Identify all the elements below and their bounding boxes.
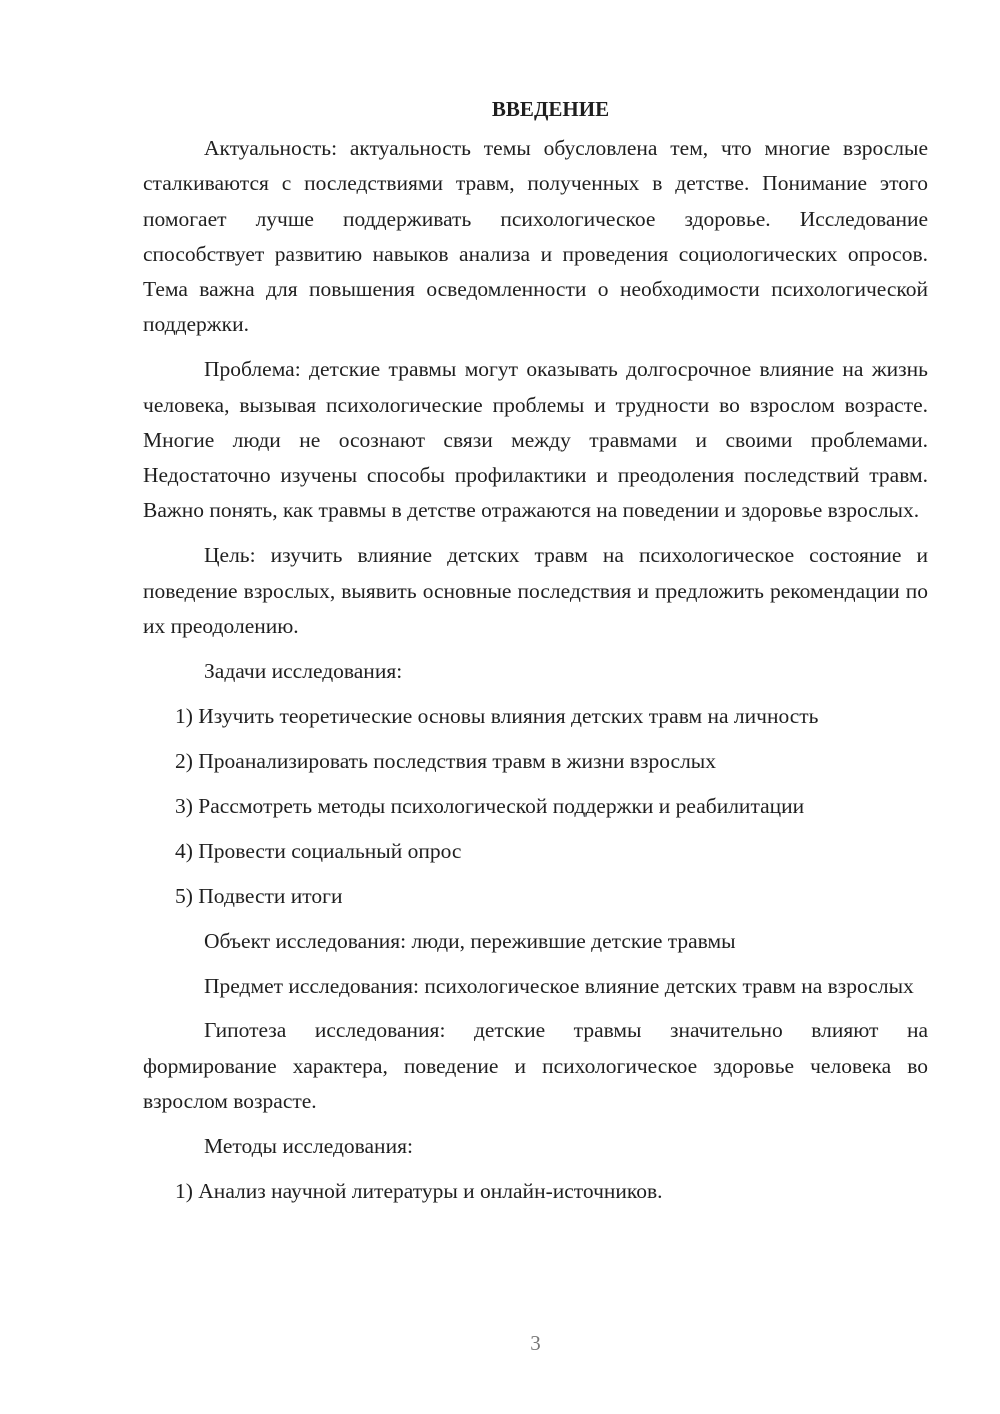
document-page [143, 92, 928, 1219]
problem-paragraph: Проблема: детские травмы могут оказывать долгосрочное влияние на жизнь человека, вызывая психологические проблемы и трудности во взрослом возрасте. Многие люди не осознают связи между травмами и своими проблемами. Недостаточно изучены способы профилактики и преодоления последствий травм. Важно понять, как травмы в детстве отражаются на поведении и здоровье взрослых. [143, 357, 928, 523]
page-number: 3 [530, 1331, 541, 1355]
hypothesis-paragraph: Гипотеза исследования: детские травмы значительно влияют на формирование характера, поведение и психологическое здоровье человека во взрослом возрасте. [143, 1018, 928, 1113]
task-item-5: 5) Подвести итоги [175, 883, 343, 908]
task-item-2: 2) Проанализировать последствия травм в жизни взрослых [175, 748, 717, 773]
methods-heading: Методы исследования: [204, 1133, 413, 1158]
section-title: ВВЕДЕНИЕ [491, 97, 610, 121]
method-item-1: 1) Анализ научной литературы и онлайн-источников. [175, 1178, 663, 1203]
tasks-heading: Задачи исследования: [204, 658, 403, 683]
goal-paragraph: Цель: изучить влияние детских травм на психологическое состояние и поведение взрослых, выявить основные последствия и предложить рекомендации по их преодолению. [143, 543, 928, 638]
object-paragraph: Объект исследования: люди, пережившие детские травмы [204, 928, 736, 953]
task-item-1: 1) Изучить теоретические основы влияния детских травм на личность [175, 703, 819, 728]
task-item-3: 3) Рассмотреть методы психологической поддержки и реабилитации [175, 793, 805, 818]
relevance-paragraph: Актуальность: актуальность темы обусловлена тем, что многие взрослые сталкиваются с последствиями травм, полученных в детстве. Понимание этого помогает лучше поддерживать психологическое здоровье. Исследование способствует развитию навыков анализа и проведения социологических опросов. Тема важна для повышения осведомленности о необходимости психологической поддержки. [143, 136, 928, 337]
subject-paragraph: Предмет исследования: психологическое влияние детских травм на взрослых [204, 973, 914, 998]
task-item-4: 4) Провести социальный опрос [175, 838, 462, 863]
